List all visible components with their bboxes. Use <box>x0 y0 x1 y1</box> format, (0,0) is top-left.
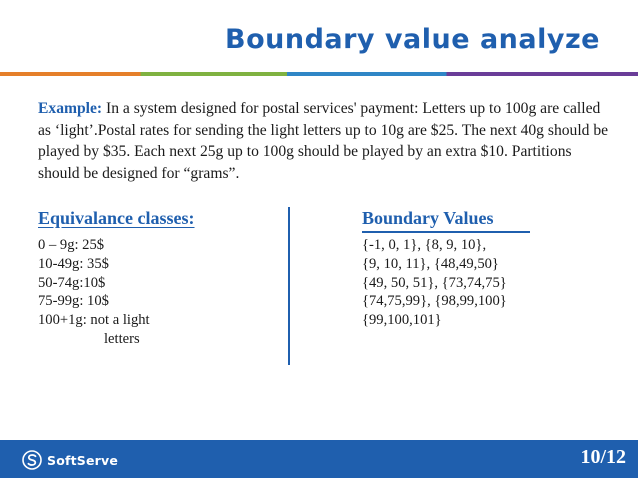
list-item: {-1, 0, 1}, {8, 9, 10}, <box>362 237 487 253</box>
example-label: Example: <box>38 100 103 117</box>
boundary-heading: Boundary Values <box>362 208 494 228</box>
logo <box>22 450 118 470</box>
list-item: 50-74g:10$ <box>38 274 106 291</box>
softserve-logo-icon <box>22 450 42 470</box>
list-item: letters <box>104 330 140 347</box>
list-item: 0 – 9g: 25$ <box>38 237 105 253</box>
column-divider <box>288 207 290 365</box>
top-strip <box>0 0 638 3</box>
example-text: In a system designed for postal services' payment: Letters up to 100g are called as ‘light’.Postal rates for sending the light letters up to 10g are $25. The next 40g should be played by $35. Each next 25g up to 100g should be played by an extra $10. Partitions should be designed for “grams”. <box>38 100 609 182</box>
slide-title: Boundary value analyze <box>225 24 600 55</box>
list-item: {9, 10, 11}, {48,49,50} <box>362 255 499 272</box>
equivalence-heading: Equivalance classes: <box>38 208 195 228</box>
equivalence-list <box>38 236 150 349</box>
footer-bar <box>0 440 638 478</box>
list-item: {74,75,99}, {98,99,100} <box>362 293 507 310</box>
logo-text: SoftServe <box>47 452 119 468</box>
title-rule <box>0 72 638 76</box>
page-number: 10/12 <box>580 446 626 468</box>
boundary-list <box>362 236 507 330</box>
list-item: 100+1g: not a light <box>38 312 150 329</box>
list-item: 10-49g: 35$ <box>38 255 109 272</box>
boundary-heading-underline <box>362 231 530 233</box>
list-item: {49, 50, 51}, {73,74,75} <box>362 274 507 291</box>
example-paragraph <box>38 98 613 184</box>
list-item: 75-99g: 10$ <box>38 293 109 310</box>
list-item: {99,100,101} <box>362 312 442 329</box>
